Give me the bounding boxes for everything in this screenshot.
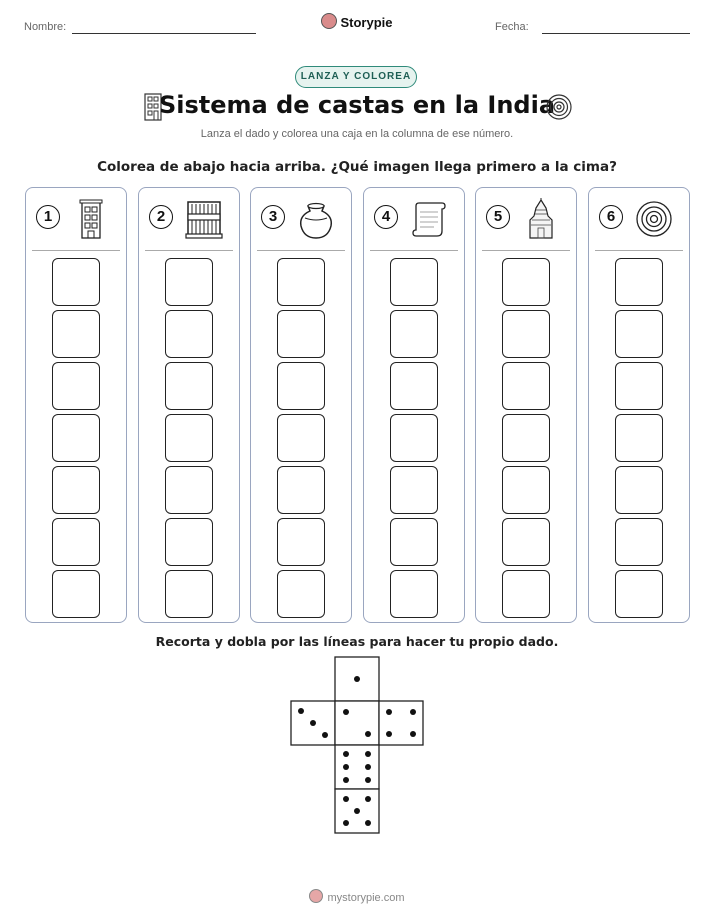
color-box[interactable] bbox=[277, 466, 325, 514]
color-box[interactable] bbox=[390, 518, 438, 566]
column-4 bbox=[363, 187, 465, 623]
color-box[interactable] bbox=[165, 518, 213, 566]
temple-icon bbox=[522, 198, 560, 240]
column-divider bbox=[595, 250, 683, 251]
color-box[interactable] bbox=[502, 310, 550, 358]
dice-net[interactable] bbox=[290, 656, 426, 836]
column-number: 4 bbox=[374, 205, 398, 229]
name-line[interactable] bbox=[72, 33, 256, 34]
color-box[interactable] bbox=[615, 310, 663, 358]
page-title: Sistema de castas en la India bbox=[158, 91, 556, 119]
column-1 bbox=[25, 187, 127, 623]
color-box[interactable] bbox=[502, 414, 550, 462]
column-divider bbox=[257, 250, 345, 251]
color-box[interactable] bbox=[52, 258, 100, 306]
color-box[interactable] bbox=[165, 310, 213, 358]
color-box[interactable] bbox=[165, 362, 213, 410]
color-box[interactable] bbox=[165, 570, 213, 618]
column-number: 6 bbox=[599, 205, 623, 229]
column-divider bbox=[370, 250, 458, 251]
color-box[interactable] bbox=[52, 310, 100, 358]
color-box[interactable] bbox=[502, 466, 550, 514]
color-box[interactable] bbox=[615, 518, 663, 566]
color-box[interactable] bbox=[165, 466, 213, 514]
instruction-text: Colorea de abajo hacia arriba. ¿Qué imagen llega primero a la cima? bbox=[97, 159, 617, 175]
date-label: Fecha: bbox=[495, 21, 529, 33]
color-box[interactable] bbox=[615, 466, 663, 514]
color-box[interactable] bbox=[52, 518, 100, 566]
color-box[interactable] bbox=[390, 258, 438, 306]
date-line[interactable] bbox=[542, 33, 690, 34]
color-box[interactable] bbox=[277, 414, 325, 462]
color-box[interactable] bbox=[615, 570, 663, 618]
color-box[interactable] bbox=[390, 362, 438, 410]
column-divider bbox=[482, 250, 570, 251]
color-box[interactable] bbox=[277, 258, 325, 306]
color-box[interactable] bbox=[165, 258, 213, 306]
column-divider bbox=[32, 250, 120, 251]
footer bbox=[0, 889, 714, 904]
column-5 bbox=[475, 187, 577, 623]
column-2 bbox=[138, 187, 240, 623]
color-box[interactable] bbox=[52, 570, 100, 618]
loom-icon bbox=[185, 198, 223, 240]
target-icon bbox=[635, 198, 673, 240]
color-box[interactable] bbox=[277, 310, 325, 358]
color-box[interactable] bbox=[52, 466, 100, 514]
footer-url[interactable]: mystorypie.com bbox=[327, 892, 405, 904]
color-box[interactable] bbox=[52, 362, 100, 410]
color-box[interactable] bbox=[277, 518, 325, 566]
color-box[interactable] bbox=[165, 414, 213, 462]
scroll-icon bbox=[410, 198, 448, 240]
target-icon bbox=[546, 94, 572, 120]
bear-icon bbox=[309, 889, 323, 903]
color-box[interactable] bbox=[615, 414, 663, 462]
column-number: 1 bbox=[36, 205, 60, 229]
activity-badge: LANZA Y COLOREA bbox=[295, 66, 417, 88]
dice-instruction: Recorta y dobla por las líneas para hacer tu propio dado. bbox=[155, 634, 559, 649]
column-number: 2 bbox=[149, 205, 173, 229]
color-box[interactable] bbox=[390, 570, 438, 618]
color-box[interactable] bbox=[52, 414, 100, 462]
column-divider bbox=[145, 250, 233, 251]
color-box[interactable] bbox=[277, 570, 325, 618]
color-box[interactable] bbox=[390, 414, 438, 462]
color-box[interactable] bbox=[615, 362, 663, 410]
color-box[interactable] bbox=[390, 466, 438, 514]
color-box[interactable] bbox=[277, 362, 325, 410]
name-label: Nombre: bbox=[24, 21, 67, 33]
color-box[interactable] bbox=[502, 362, 550, 410]
color-box[interactable] bbox=[502, 518, 550, 566]
subtitle: Lanza el dado y colorea una caja en la columna de ese número. bbox=[200, 128, 514, 140]
color-box[interactable] bbox=[390, 310, 438, 358]
color-box[interactable] bbox=[615, 258, 663, 306]
color-box[interactable] bbox=[502, 570, 550, 618]
column-number: 5 bbox=[486, 205, 510, 229]
brand-logo bbox=[0, 13, 714, 30]
color-box[interactable] bbox=[502, 258, 550, 306]
building-icon bbox=[72, 198, 110, 240]
column-6 bbox=[588, 187, 690, 623]
pot-icon bbox=[297, 198, 335, 240]
column-number: 3 bbox=[261, 205, 285, 229]
column-3 bbox=[250, 187, 352, 623]
brand-text: Storypie bbox=[340, 15, 393, 30]
bear-icon bbox=[321, 13, 337, 29]
